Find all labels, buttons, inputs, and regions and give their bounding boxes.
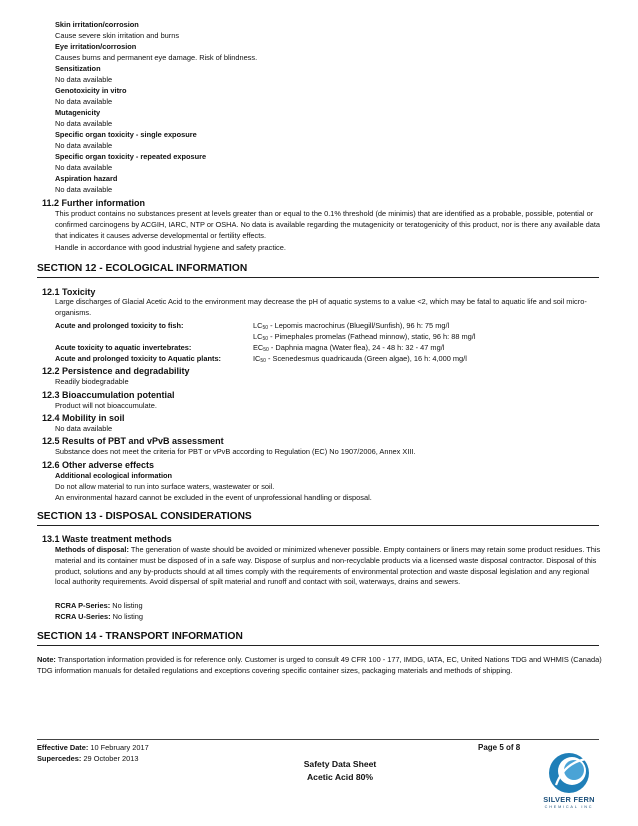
logo-name: SILVER FERN [543,795,595,804]
supersedes-date [37,754,139,765]
section12-rule [37,277,599,278]
rcra-p-series [55,601,143,612]
mobility-heading: 12.4 Mobility in soil [42,413,125,423]
eye-irritation-title: Eye irritation/corrosion [55,42,137,51]
invertebrate-toxicity-value [253,343,444,354]
rcra-p-value: No listing [110,601,143,610]
document-title: Safety Data Sheet [303,759,377,769]
toxicity-text: Large discharges of Glacial Acetic Acid to the environment may decrease the pH of aquatic systems to a value <2, which may be fatal to aquatic life and soil micro-organisms. [55,297,587,317]
skin-irritation-title: Skin irritation/corrosion [55,20,139,29]
eye-irritation-text: Causes burns and permanent eye damage. Risk of blindness. [55,53,258,62]
supersedes-value: 29 October 2013 [81,754,139,763]
rcra-u-series [55,612,143,623]
sensitization-text: No data available [55,75,113,84]
section13-rule [37,525,599,526]
stot-repeated-title: Specific organ toxicity - repeated exposure [55,152,207,161]
mutagenicity-text: No data available [55,119,113,128]
fish-toxicity-value-1 [253,321,449,332]
plants-toxicity-value [253,354,467,365]
section14-title: SECTION 14 - TRANSPORT INFORMATION [37,631,243,642]
rcra-u-label: RCRA U-Series: [55,612,111,621]
skin-irritation-text: Cause severe skin irritation and burns [55,31,180,40]
persistence-text: Readily biodegradable [55,377,129,386]
transport-note [37,655,603,677]
other-effects-line-1: Do not allow material to run into surface waters, wastewater or soil. [55,482,275,491]
ic50-subscript: 50 [260,358,266,364]
section14-rule [37,645,599,646]
other-effects-line-2: An environmental hazard cannot be excluded in the event of unprofessional handling or disposal. [55,493,372,502]
disposal-methods-paragraph [55,545,603,588]
lc50-subscript-2: 50 [262,336,269,342]
genotoxicity-text: No data available [55,97,113,106]
fish-toxicity-label: Acute and prolonged toxicity to fish: [55,321,184,330]
plants-toxicity-label: Acute and prolonged toxicity to Aquatic plants: [55,354,222,363]
genotoxicity-title: Genotoxicity in vitro [55,86,127,95]
pbt-heading: 12.5 Results of PBT and vPvB assessment [42,436,224,446]
toxicity-heading: 12.1 Toxicity [42,287,96,297]
section13-title: SECTION 13 - DISPOSAL CONSIDERATIONS [37,511,252,522]
fish-value-2-text: - Pimephales promelas (Fathead minnow), static, 96 h: 88 mg/l [268,332,476,341]
logo-subtitle: CHEMICAL INC [544,805,594,809]
mutagenicity-title: Mutagenicity [55,108,101,117]
rcra-u-value: No listing [110,612,144,621]
disposal-methods-text: The generation of waste should be avoided or minimized whenever possible. Empty containers or liners may retain some product residues. This material and its container must be disposed of in a safe way. Dispose of surplus and non-recyclable products via a licensed waste disposal contractor. Disposal of this product, solutions and any by-products should at all times comply with the requirements of environmental protection and waste disposal legislation and any regional local authority requirements. Avoid dispersal of spilt material and runoff and contact with soil, waterways, drains and sewers. [55,545,601,587]
lc50-unit: LC [253,321,263,330]
rcra-p-label: RCRA P-Series: [55,601,111,610]
persistence-heading: 12.2 Persistence and degradability [42,366,190,376]
stot-single-title: Specific organ toxicity - single exposure [55,130,197,139]
bioaccumulation-text: Product will not bioaccumulate. [55,401,157,410]
other-effects-heading: 12.6 Other adverse effects [42,460,155,470]
bioaccumulation-heading: 12.3 Bioaccumulation potential [42,390,175,400]
stot-single-text: No data available [55,141,113,150]
plants-value-text: - Scenedesmus quadricauda (Green algae), 16 h: 4,000 mg/l [265,354,467,363]
supersedes-label: Supercedes: [37,754,82,763]
pbt-text: Substance does not meet the criteria for PBT or vPvB according to Regulation (EC) No 1907/2006, Annex XIII. [55,447,416,456]
sensitization-title: Sensitization [55,64,101,73]
silver-fern-logo [534,751,604,813]
further-info-hygiene: Handle in accordance with good industrial hygiene and safety practice. [55,243,286,252]
additional-eco-info-title: Additional ecological information [55,471,173,480]
ec50-subscript: 50 [263,347,269,353]
effective-date-value: 10 February 2017 [88,743,149,752]
fish-toxicity-value-2 [253,332,475,343]
ic50-unit: IC [253,354,261,363]
effective-date-label: Effective Date: [37,743,89,752]
lc50-subscript: 50 [262,325,269,331]
document-subtitle: Acetic Acid 80% [306,772,374,782]
fish-value-1-text: - Lepomis macrochirus (Bluegill/Sunfish), 96 h: 75 mg/l [268,321,450,330]
aspiration-text: No data available [55,185,113,194]
aspiration-title: Aspiration hazard [55,174,118,183]
document-title-block [260,758,420,784]
mobility-text: No data available [55,424,113,433]
lc50-unit-2: LC [253,332,263,341]
transport-note-label: Note: [37,655,56,664]
waste-treatment-heading: 13.1 Waste treatment methods [42,534,172,544]
ec50-unit: EC [253,343,264,352]
stot-repeated-text: No data available [55,163,113,172]
fern-circle-icon [534,751,604,795]
further-info-paragraph: This product contains no substances present at levels greater than or equal to the 0.1% threshold (de minimis) that are identified as a probable, possible, potential or confirmed carcinogens by ACGIH, IARC, NTP or OSHA. No data is available regarding the mutagenicity or teratogenicity of this product, nor is there any available data that indicates it causes adverse developmental or fertility effects. [55,209,600,240]
page-number: Page 5 of 8 [478,743,521,752]
invert-value-text: - Daphnia magna (Water flea), 24 - 48 h: 32 - 47 mg/l [268,343,445,352]
effective-date [37,743,149,754]
transport-note-text: Transportation information provided is for reference only. Customer is urged to consult 49 CFR 100 - 177, IMDG, IATA, EC, United Nations TDG and WHMIS (Canada) TDG information manuals for detailed regulations and exceptions covering specific container sizes, packaging materials and methods of shipping. [37,655,602,675]
disposal-methods-label: Methods of disposal: [55,545,129,554]
section12-title: SECTION 12 - ECOLOGICAL INFORMATION [37,263,248,274]
invertebrate-toxicity-label: Acute toxicity to aquatic invertebrates: [55,343,192,352]
further-info-heading: 11.2 Further information [42,198,146,208]
footer-rule [37,739,599,740]
